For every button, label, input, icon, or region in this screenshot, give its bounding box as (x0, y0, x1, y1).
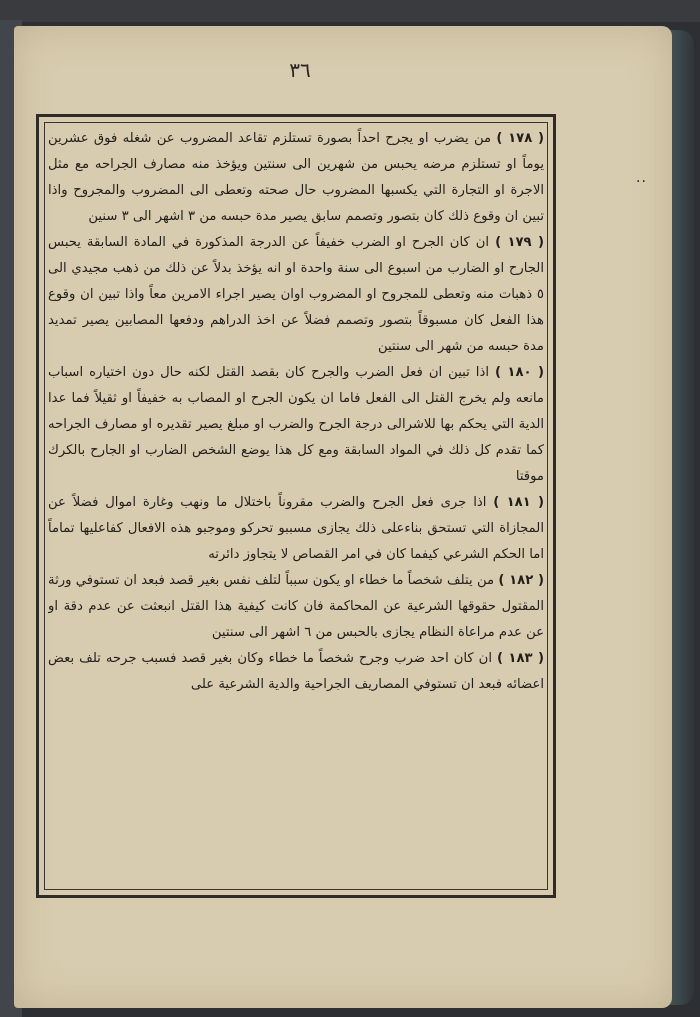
article-text: اذا جرى فعل الجرح والضرب مقروناً باختلال ما ونهب وغارة اموال فضلاً عن المجازاة التي تستحق بناءعلى ذلك يجازى مسببو تحركو وموجبو هذه الافعال كفاعليها تماماً اما الحكم الشرعي كيفما كان في امر القصاص لا يتجاوز دائرته (48, 495, 544, 562)
article-text: من يتلف شخصاً ما خطاء او يكون سبباً لتلف نفس بغير قصد فبعد ان تستوفي ورثة المقتول حقوقها الشرعية عن المحاكمة فان كانت كيفية هذا القتل انبعثت عن عدم دقة او عن عدم مراعاة النظام يجازى بالحبس من ٦ اشهر الى سنتين (48, 573, 544, 640)
margin-mark: .. (636, 170, 647, 186)
article-text: ان كان الجرح او الضرب خفيفاً عن الدرجة المذكورة في المادة السابقة يحبس الجارح او الضارب من اسبوع الى سنة واحدة او انه يؤخذ بدلاً عن ذلك من ذهب مجيدي الى ٥ ذهبات منه وتعطى للمجروح او المضروب اوان يصير اجراء الامرين معاً واذا تبين ان وقوع هذا الفعل كان مسبوقاً بتصور وتصمم فضلاً عن اخذ الدراهم ودفعها المصابين يصير تمديد مدة حبسه من شهر الى سنتين (48, 235, 544, 354)
article-number: ( ١٨١ ) (493, 495, 544, 510)
article-180 (48, 360, 544, 490)
article-text: اذا تبين ان فعل الضرب والجرح كان بقصد القتل لكنه حال دون اختياره اسباب مانعه ولم يخرج القتل الى الفعل فاما ان يكون الجرح او المصاب به خفيفاً او ثقيلاً فما عدا الدية التي يحكم بها للاشرالى درجة الجرح والضرب او مبلغ يصير تقديره او مصارف الجراحه كما تقدم كل ذلك في المواد السابقة ومع كل هذا يوضع الشخص الضارب او الجارح بالكرك موقتا (48, 365, 544, 484)
article-number: ( ١٨٣ ) (497, 651, 544, 666)
article-number: ( ١٨٢ ) (498, 573, 544, 588)
legal-text-body (48, 126, 544, 886)
article-181 (48, 490, 544, 568)
article-number: ( ١٧٨ ) (496, 131, 544, 146)
article-text: ان كان احد ضرب وجرح شخصاً ما خطاء وكان بغير قصد فسبب جرحه تلف بعض اعضائه فبعد ان تستوفي المصاريف الجراحية والدية الشرعية على (48, 651, 544, 692)
article-text: من يضرب او يجرح احداً بصورة تستلزم تقاعد المضروب عن شغله فوق عشرين يوماً او تستلزم مرضه يحبس من شهرين الى سنتين ويؤخذ منه مصارف الجراحه مع مثل الاجرة او التجارة التي يكسبها المضروب حال صحته وتعطى الى المضروب والمجروح واذا تبين ان وقوع ذلك كان بتصور وتصمم سابق يصير مدة حبسه من ٣ اشهر الى ٣ سنين (48, 131, 544, 224)
scan-top-margin (0, 0, 700, 22)
article-number: ( ١٨٠ ) (495, 365, 544, 380)
article-183 (48, 646, 544, 698)
page-number: ٣٦ (289, 58, 311, 82)
article-179 (48, 230, 544, 360)
article-178 (48, 126, 544, 230)
article-182 (48, 568, 544, 646)
article-number: ( ١٧٩ ) (495, 235, 544, 250)
